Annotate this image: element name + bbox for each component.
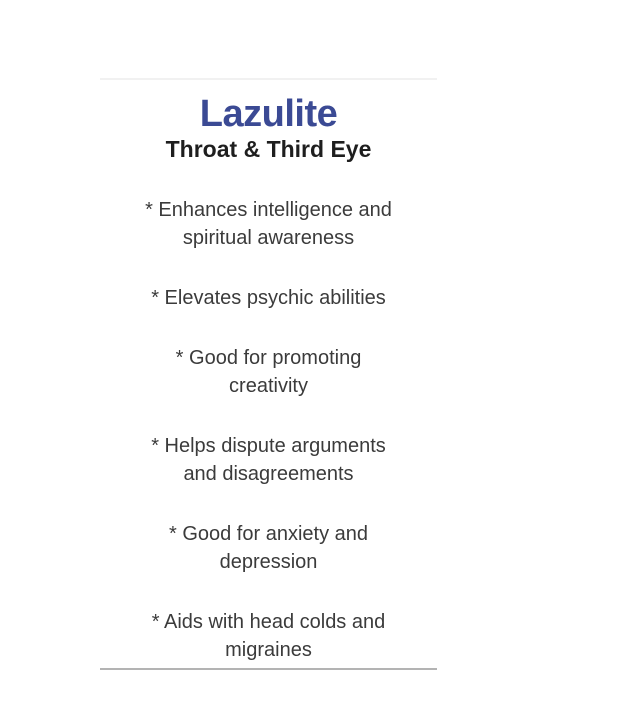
bullet-item: * Enhances intelligence and spiritual awareness — [145, 199, 392, 249]
bullet-list — [100, 196, 437, 664]
bullet-item: * Aids with head colds and migraines — [151, 611, 386, 661]
bullet-item: * Good for anxiety and depression — [168, 523, 368, 573]
bullet-item: * Helps dispute arguments and disagreements — [151, 435, 386, 485]
bullet-item: * Good for promoting creativity — [175, 347, 362, 397]
bullet-item: * Elevates psychic abilities — [151, 287, 386, 309]
page-subtitle: Throat & Third Eye — [165, 136, 372, 162]
page-title: Lazulite — [199, 93, 338, 135]
slide-panel — [100, 78, 437, 670]
